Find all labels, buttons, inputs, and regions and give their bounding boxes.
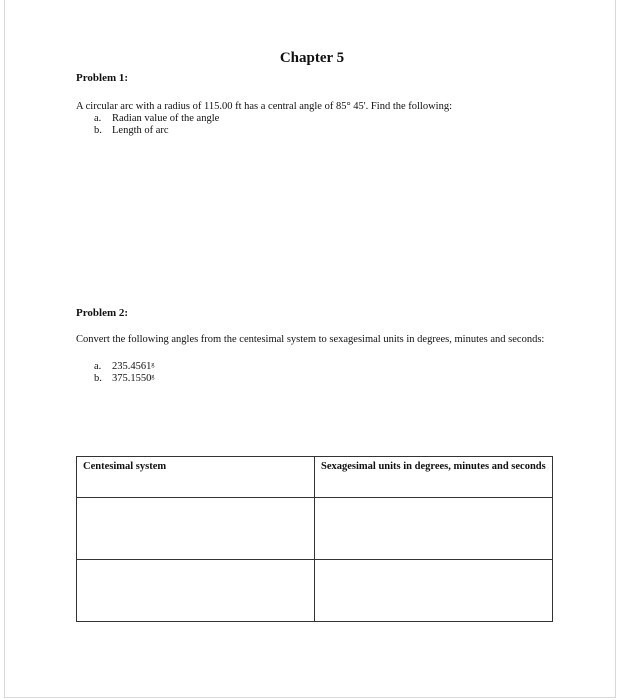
problem-1-text: A circular arc with a radius of 115.00 ft has a central angle of 85° 45'. Find the following: (76, 101, 453, 112)
header-sexagesimal: Sexagesimal units in degrees, minutes and seconds (315, 457, 553, 498)
list-item-text: Length of arc (112, 125, 169, 136)
problem-1-list (94, 113, 219, 137)
problem-1-heading: Problem 1: (76, 72, 129, 84)
table-cell (77, 560, 315, 622)
header-centesimal: Centesimal system (77, 457, 315, 498)
list-marker: b. (94, 125, 102, 136)
list-item (94, 125, 219, 137)
list-marker: b. (94, 373, 102, 384)
list-item (94, 113, 219, 125)
problem-2-list (94, 361, 155, 385)
table-row (77, 560, 553, 622)
list-marker: a. (94, 113, 102, 124)
table-row (77, 498, 553, 560)
list-item (94, 373, 155, 385)
chapter-title: Chapter 5 (279, 50, 345, 66)
list-marker: a. (94, 361, 102, 372)
table-cell (77, 498, 315, 560)
table-cell (315, 560, 553, 622)
problem-2-heading: Problem 2: (76, 307, 129, 319)
list-item-text: 375.1550ᵍ (112, 373, 155, 384)
list-item-text: 235.4561ᵍ (112, 361, 155, 372)
list-item-text: Radian value of the angle (112, 113, 220, 124)
list-item (94, 361, 155, 373)
table-cell (315, 498, 553, 560)
problem-2-text: Convert the following angles from the centesimal system to sexagesimal units in degrees, minutes and seconds: (76, 334, 545, 345)
table-header-row (77, 457, 553, 498)
conversion-table (76, 456, 553, 622)
